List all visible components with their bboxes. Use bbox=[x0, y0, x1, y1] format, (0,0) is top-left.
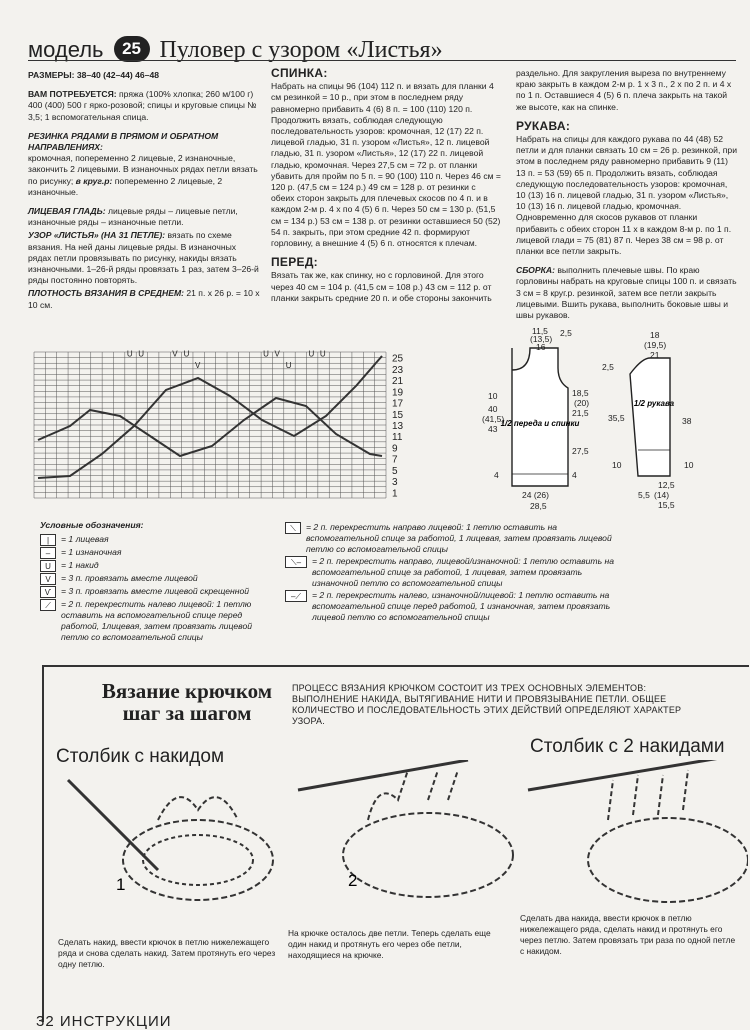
legend-text: = 2 п. перекрестить направо лицевой: 1 петлю оставить на вспомогательной спице за работой, 1 лицевая, затем провязать лицевой петлю со вспомогательной спицы bbox=[306, 522, 612, 554]
legend-item bbox=[40, 573, 280, 585]
stockinette-text: лицевые ряды – лицевые петли, изнаночные ряды – изнаночные петли. bbox=[28, 206, 238, 228]
dim-body-right-bottom: 4 bbox=[572, 470, 577, 480]
dim-body-left-mid-3: 43 bbox=[488, 424, 498, 434]
model-label: модель bbox=[28, 37, 104, 62]
sleeves-title: РУКАВА: bbox=[516, 118, 571, 133]
legend-symbol-icon: ⟍– bbox=[285, 556, 307, 568]
chart-row-number: 13 bbox=[392, 421, 404, 432]
chart-row-number: 11 bbox=[392, 432, 403, 444]
dim-sleeve-right: 38 bbox=[682, 416, 692, 426]
body-label: 1/2 переда и спинки bbox=[500, 419, 580, 428]
chart-row-number: 7 bbox=[392, 454, 398, 466]
chart-row-number: 5 bbox=[392, 465, 398, 477]
dim-sleeve-bottom-1: 12,5 bbox=[658, 480, 675, 490]
materials-label: ВАМ ПОТРЕБУЕТСЯ: bbox=[28, 89, 117, 100]
front-title: ПЕРЕД: bbox=[271, 255, 318, 270]
legend-text: = 2 п. перекрестить налево лицевой: 1 петлю оставить на вспомогательной спице перед работой, 1лицевая, затем провязать лицевой петлю со вспомогательной спицы bbox=[61, 599, 253, 642]
legend-text: = 3 п. провязать вместе лицевой скрещенной bbox=[61, 586, 250, 596]
caption-1: Сделать накид, ввести крючок в петлю нижележащего ряда и снова сделать накид. Затем протянуть его через одну петлю. bbox=[58, 937, 276, 969]
chart-legend bbox=[40, 520, 280, 644]
dim-body-top-3: 16 bbox=[536, 342, 546, 352]
legend-symbol-icon: – bbox=[40, 547, 56, 559]
dim-body-right-top-3: 21,5 bbox=[572, 408, 589, 418]
chart-symbol: U bbox=[183, 350, 190, 359]
legend-item bbox=[285, 556, 630, 589]
svg-text:1/2 переда и спинки bbox=[501, 419, 580, 428]
gauge-text: 21 п. х 26 р. = 10 х 10 см. bbox=[28, 288, 260, 310]
legend-text: = 2 п. перекрестить направо, лицевой/изнаночной: 1 петлю оставить на вспомогательной спице за работой, 1 лицевая, затем провязать изнаночной петлю со вспомогательной спицы bbox=[312, 556, 614, 588]
right-column bbox=[516, 68, 738, 329]
chart-symbol: U bbox=[138, 350, 144, 359]
dim-body-left-bottom: 4 bbox=[494, 470, 499, 480]
sizes-value: 38–40 (42–44) 46–48 bbox=[76, 70, 160, 80]
stockinette-label: ЛИЦЕВАЯ ГЛАДЬ: bbox=[28, 206, 106, 217]
rib-round-label: в круг.р: bbox=[75, 175, 113, 186]
rib-round-text: попеременно 2 лицевые, 2 изнаночные. bbox=[28, 175, 223, 197]
crochet-title-line-1: Вязание крючком bbox=[101, 679, 273, 703]
dim-sleeve-top-2: (19,5) bbox=[644, 340, 667, 350]
chart-symbol: U bbox=[263, 350, 269, 359]
pattern-label: УЗОР «ЛИСТЬЯ» (НА 31 ПЕТЛЕ): bbox=[28, 230, 166, 241]
sleeves-text: Набрать на спицы для каждого рукава по 44 (48) 52 петли и для планки связать 10 см = 26 р. резинкой, при этом в последнем ряду равномерно прибавить 9 (11) 13 п. = 53 (59) 65 п. Продолжить вязать, соблюдая следующую последовательность узоров: кромочная, 10 (13) 16 п. лицевой гладью, 31 п. узором «Листья», 10 (13) 16 п. лицевой гладью, кромочная. Одновременно для скосов рукавов от планки прибавить с обеих сторон 11 х в каждом 8-м р. по 1 п. лицевой глади = 75 (81) 87 п. Через 38 см = 98 р. от планки все петли закрыть. bbox=[516, 134, 737, 257]
assembly-label: СБОРКА: bbox=[516, 265, 555, 276]
dim-body-right-mid: 27,5 bbox=[572, 446, 589, 456]
chart-row-number: 23 bbox=[392, 364, 404, 376]
legend-item bbox=[40, 586, 280, 598]
dim-sleeve-left: 35,5 bbox=[608, 413, 625, 423]
assembly-text: выполнить плечевые швы. По краю горловины набрать на круговые спицы 100 п. и связать 3 см = 8 круг.р. резинкой, затем все петли закрыть лицевыми. Вшить рукава, выполнить боковые швы и швы рукавов. bbox=[516, 265, 737, 321]
chart-row-number: 1 bbox=[392, 488, 398, 500]
left-column bbox=[28, 70, 260, 319]
chart-symbol: V bbox=[172, 350, 178, 359]
page-footer bbox=[36, 1013, 172, 1030]
dim-body-left-mid-2: (41,5) bbox=[482, 414, 505, 424]
chart-symbol: U bbox=[319, 350, 326, 359]
sleeve-schematic bbox=[598, 326, 738, 516]
legend-text: = 3 п. провязать вместе лицевой bbox=[61, 573, 198, 583]
dim-sleeve-bottom-3: 15,5 bbox=[658, 500, 675, 510]
legend-item bbox=[285, 522, 630, 555]
legend-title: Условные обозначения: bbox=[40, 520, 144, 530]
legend-item bbox=[40, 599, 280, 643]
middle-column bbox=[271, 68, 501, 312]
step-number-2: 2 bbox=[348, 871, 358, 890]
chart-symbol: V bbox=[274, 350, 280, 359]
legend-symbol-icon: V bbox=[40, 573, 56, 585]
legend-text: = 1 накид bbox=[61, 560, 99, 570]
caption-3: Сделать два накида, ввести крючок в петлю нижележащего ряда, сделать накид и протянуть его через петлю. Затем провязать три раза по одной петле с накидом. bbox=[520, 913, 736, 956]
chart-symbol: U bbox=[126, 350, 133, 359]
dim-body-left-top: 10 bbox=[488, 391, 498, 401]
chart-row-number: 3 bbox=[392, 477, 398, 489]
chart-row-number: 17 bbox=[392, 398, 404, 410]
model-number-badge: 25 bbox=[114, 36, 150, 62]
front-text: Вязать так же, как спинку, но с горловиной. Для этого через 40 см = 104 р. (41,5 см = 108 р.) 43 см = 112 р. от планки закрыть средние 20 п. и обе стороны закончить bbox=[271, 270, 492, 303]
materials-text: пряжа (100% хлопка; 260 м/100 г) 400 (400) 500 г ярко-розовой; спицы и круговые спицы № 3,5; 1 вспомогательная спица. bbox=[28, 89, 257, 122]
chart-row-number: 25 bbox=[392, 353, 404, 365]
dim-sleeve-bottom-right: 10 bbox=[684, 460, 694, 470]
knitting-chart bbox=[30, 350, 410, 502]
back-text: Набрать на спицы 96 (104) 112 п. и вязать для планки 4 см резинкой = 10 р., при этом в последнем ряду равномерно прибавить 4 (6) 8 п. = 100 (110) 120 п. Продолжить вязать, соблюдая следующую последовательность узоров: кромочная, 12 (17) 22 п. лицевой гладью, 31 п. узором «Листья», 12 п. лицевой гладью, 31 п. узором «Листья», 12 (17) 22 п. лицевой гладью, кромочная. Через 27,5 см = 72 р. от планки убавить для пройм по 5 п. = 90 (100) 110 п. Через 46 см = 120 р. (47,5 см = 124 р.) 49 см = 128 р. от резинки с обеих сторон закрыть для плечевых скосов по 4 п. и в каждом 2-м р. 4 х по 4 (5) 6 п. Через 50 см = 130 р. (51,5 см = 134 р.) 53 см = 138 р. от резинки оставшиеся 50 (52) 54 п. закрыть, при этом средние 42 п. формируют горловину, а внешние 4 (5) 6 п. относятся к плечам. bbox=[271, 81, 501, 249]
legend-symbol-icon: | bbox=[40, 534, 56, 546]
footer-section: ИНСТРУКЦИИ bbox=[59, 1013, 172, 1030]
legend-item bbox=[40, 560, 280, 572]
front-continued-text: раздельно. Для закругления выреза по внутреннему краю закрыть в каждом 2-м р. 1 х 3 п., 2 х по 2 п. и 4 х по 1 п. Оставшиеся 4 (5) 6 п. плеча закрыть на такой же высоте, как на спинке. bbox=[516, 68, 732, 112]
crochet-illustrations bbox=[48, 760, 748, 920]
step1-title: Столбик с накидом bbox=[56, 746, 225, 767]
legend-symbol-icon: ⟋ bbox=[40, 599, 56, 611]
legend-item bbox=[40, 547, 280, 559]
legend-text: = 1 изнаночная bbox=[61, 547, 122, 557]
legend-symbol-icon: Ѵ bbox=[40, 586, 56, 598]
legend-symbol-icon: ⟍ bbox=[285, 522, 301, 534]
crochet-title-line-2: шаг за шагом bbox=[122, 701, 252, 725]
dim-body-top-2: (13,5) bbox=[530, 334, 553, 344]
gauge-label: ПЛОТНОСТЬ ВЯЗАНИЯ В СРЕДНЕМ: bbox=[28, 288, 184, 299]
dim-body-right-top-2: (20) bbox=[574, 398, 590, 408]
pattern-text: вязать по схеме вязания. На ней даны лицевые ряды. В изнаночных рядах петли провязывать по рисунку, накиды вязать изнаночными. 1–26-й ряды провязать 1 раз, затем 3–26-й ряды постоянно повторять. bbox=[28, 230, 259, 286]
page-number: 32 bbox=[36, 1013, 55, 1030]
caption-2: На крючке осталось две петли. Теперь сделать еще один накид и протянуть его через обе петли, находящиеся на крючке. bbox=[288, 928, 491, 960]
back-title: СПИНКА: bbox=[271, 66, 328, 80]
header-rule bbox=[28, 60, 736, 61]
chart-row-number: 21 bbox=[392, 376, 404, 388]
chart-symbol: U bbox=[308, 350, 315, 359]
rib-text: кромочная, попеременно 2 лицевые, 2 изнаночные, закончить 2 лицевыми. В изнаночных рядах петли вязать по рисунку; bbox=[28, 153, 258, 186]
dim-body-neck: 2,5 bbox=[560, 328, 572, 338]
chart-symbol: V bbox=[194, 360, 201, 370]
dim-body-bottom-1: 24 (26) bbox=[522, 490, 549, 500]
chart-row-number: 15 bbox=[392, 409, 404, 421]
chart-row-number: 9 bbox=[392, 443, 398, 455]
chart-row-number: 19 bbox=[392, 387, 404, 399]
dim-body-left-mid-1: 40 bbox=[488, 404, 498, 414]
sleeve-label: 1/2 рукава bbox=[633, 399, 675, 408]
dim-body-top-1: 11,5 bbox=[532, 326, 548, 336]
chart-symbol: U bbox=[285, 360, 292, 370]
legend-item bbox=[285, 590, 630, 623]
dim-sleeve-bottom-2: (14) bbox=[654, 490, 670, 500]
page-title: Пуловер с узором «Листья» bbox=[159, 37, 443, 63]
dim-sleeve-top-1: 18 bbox=[650, 330, 660, 340]
dim-body-right-top-1: 18,5 bbox=[572, 388, 589, 398]
legend-symbol-icon: –⟋ bbox=[285, 590, 307, 602]
dim-body-bottom-2: 28,5 bbox=[530, 501, 547, 511]
crochet-title bbox=[92, 680, 282, 724]
dim-sleeve-top-3: 21 bbox=[650, 350, 660, 360]
dim-sleeve-top-left: 2,5 bbox=[602, 362, 614, 372]
step2-title: Столбик с 2 накидами bbox=[530, 736, 725, 757]
sizes-label: РАЗМЕРЫ: bbox=[28, 70, 75, 80]
rib-label: РЕЗИНКА РЯДАМИ В ПРЯМОМ И ОБРАТНОМ НАПРАВЛЕНИЯХ: bbox=[28, 130, 219, 153]
legend-text: = 2 п. перекрестить налево, изнаночной/лицевой: 1 петлю оставить на вспомогательной спице перед работой, 1 изнаночная, затем провязать лицевой петлю со вспомогательной спицы bbox=[312, 590, 611, 622]
legend-symbol-icon: U bbox=[40, 560, 56, 572]
crochet-intro: ПРОЦЕСС ВЯЗАНИЯ КРЮЧКОМ СОСТОИТ ИЗ ТРЕХ ОСНОВНЫХ ЭЛЕМЕНТОВ: ВЫПОЛНЕНИЕ НАКИДА, ВЫТЯГИВАНИЕ НИТИ И ПРОВЯЗЫВАНИЕ ПЕТЛИ. ОБЩЕЕ КОЛИЧЕСТВО И ПОСЛЕДОВАТЕЛЬНОСТЬ ЭТИХ ДЕЙСТВИЙ ОПРЕДЕЛЯЮТ ХАРАКТЕР УЗОРА. bbox=[292, 683, 682, 726]
step-number-1: 1 bbox=[116, 875, 126, 894]
dim-sleeve-cuff: 5,5 bbox=[638, 490, 650, 500]
dim-sleeve-bottom-left: 10 bbox=[612, 460, 622, 470]
legend-text: = 1 лицевая bbox=[61, 534, 109, 544]
legend-item bbox=[40, 534, 280, 546]
chart-legend-right bbox=[285, 522, 630, 624]
